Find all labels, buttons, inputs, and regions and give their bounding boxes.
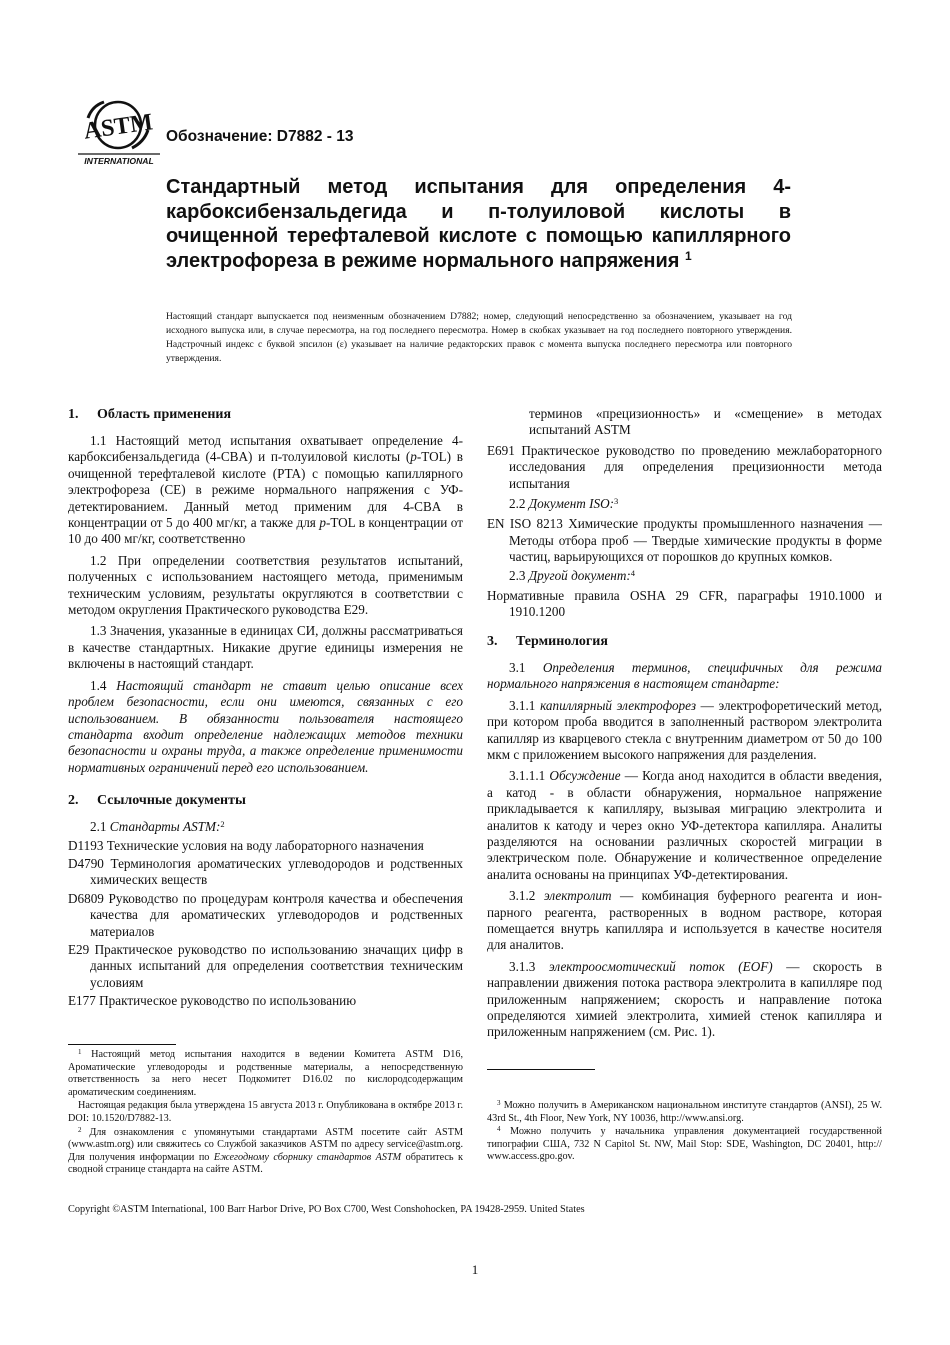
- section-1-heading: 1. Область применения: [68, 407, 232, 422]
- para-1-1: 1.1 Настоящий метод испытания охватывает определение 4-карбоксибензальдегида (4-CBA) и п-толуиловой кислоты (p-TOL) в очищенной терефталевой кислоте (PTA) с помощью капиллярного электрофореза (CE) в режиме нормального напряжения с УФ-детектированием. Данный метод применим для 4-CBA в концентрации от 5 до 400 мг/кг, а также для p-TOL в концентрации от 10 до 400 мг/кг, соответственно: [68, 433, 463, 547]
- footnotes-left: [68, 1044, 463, 1178]
- section-3-heading: 3. Терминология: [487, 633, 608, 649]
- reference-item: D6809 Руководство по процедурам контроля качества и обеспечения качества для ароматических углеводородов и родственных материалов: [68, 890, 463, 939]
- designation: Обозначение: D7882 - 13: [166, 128, 354, 145]
- reference-item: E691 Практическое руководство по проведению межлабораторного исследования для определения прецизионности метода испытания: [487, 442, 882, 491]
- footnote-1: $^1$ Настоящий метод испытания находится в ведении Комитета ASTM D16, Ароматические углеводороды и родственные материалы, а непосредственную ответственность за него несет Подкомитет D16.02 по кислородсодержащим ароматическим соединениям.: [68, 1048, 463, 1098]
- para-3-1-2: 3.1.2 электролит — комбинация буферного реагента и ион-парного реагента, растворенных в водном растворе, которая помещается внутрь капилляра и используется в качестве носителя для аналитов.: [487, 888, 882, 953]
- title-text: Стандартный метод испытания для определения 4-карбоксибензальдегида и п-толуиловой кислоты в очищенной терефталевой кислоте с помощью капиллярного электрофореза в режиме нормального напряжения: [166, 176, 791, 272]
- astm-emblem-icon: [82, 102, 154, 148]
- para-1-3: 1.3 Значения, указанные в единицах СИ, должны рассматриваться в качестве стандартных. Никакие другие единицы измерения не включены в настоящий стандарт.: [68, 623, 463, 672]
- document-title: [166, 175, 791, 273]
- para-3-1-1: 3.1.1 капиллярный электрофорез — электрофоретический метод, при котором проба вводится в заполненный раствором электролита капилляр из кварцевого стекла с внутренним диаметром от 50 до 100 мкм с приложением высокого напряжения для разделения.: [487, 697, 883, 762]
- para-1-4: 1.4 Настоящий стандарт не ставит целью описание всех проблем безопасности, если они имеются, связанных с его использованием. В обязанности пользователя настоящего стандарта входит определение надлежащих методов техники безопасности и охраны труда, а также определение применимости нормативных ограничений перед его использованием.: [68, 677, 464, 775]
- reference-item: E177 Практическое руководство по использованию: [68, 993, 357, 1009]
- reference-item: D1193 Технические условия на воду лабораторного назначения: [68, 837, 424, 853]
- reference-item: D4790 Терминология ароматических углеводородов и родственных химических веществ: [68, 855, 463, 888]
- para-2-2: 2.2 Документ ISO:$^3$: [509, 496, 619, 512]
- left-column: [68, 406, 463, 1012]
- para-3-1-3: 3.1.3 электроосмотический поток (EOF) — скорость в направлении движения потока раствора электролита в капилляре под приложенным напряжением; скорость и направление потока определяются химией электролита, химией стенок капилляра и приложенным напряжением (см. Рис. 1).: [487, 958, 882, 1040]
- para-1-2: 1.2 При определении соответствия результатов испытаний, полученных с использованием настоящего метода, применимым техническим условиям, результаты округляются в соответствии с методом округления Практического руководства E29.: [68, 552, 463, 618]
- para-3-1: 3.1 Определения терминов, специфичных для режима нормального напряжения в настоящем стандарте:: [487, 659, 882, 692]
- para-2-1: 2.1 Стандарты ASTM:$^2$: [90, 819, 225, 835]
- footnote-2: $^2$ Для ознакомления с упомянутыми стандартами ASTM посетите сайт ASTM (www.astm.org) или свяжитесь со Службой заказчиков ASTM по адресу service@astm.org. Для получения информации по Ежегодному сборнику стандартов ASTM обратитесь к сводной странице стандарта на сайте ASTM.: [68, 1125, 464, 1176]
- reference-item: Нормативные правила OSHA 29 CFR, параграфы 1910.1000 и 1910.1200: [487, 588, 882, 620]
- section-2-heading: 2. Ссылочные документы: [68, 793, 246, 809]
- footnote-1-approval: Настоящая редакция была утверждена 15 августа 2013 г. Опубликована в октябре 2013 г. DOI: 10.1520/D7882-13.: [68, 1100, 463, 1124]
- astm-logo: [78, 96, 160, 168]
- svg-text:ASTM: ASTM: [82, 109, 155, 145]
- logo-caption: INTERNATIONAL: [84, 156, 154, 166]
- right-column: [487, 406, 882, 1046]
- reference-item: E29 Практическое руководство по использованию значащих цифр в данных испытаний для определения соответствия техническим условиям: [68, 941, 463, 990]
- para-2-3: 2.3 Другой документ:$^4$: [509, 567, 636, 583]
- copyright-notice: Copyright ©ASTM International, 100 Barr Harbor Drive, PO Box C700, West Conshohocken, PA 19428-2959. United States: [68, 1204, 585, 1215]
- reference-e177-continued: терминов «прецизионность» и «смещение» в методах испытаний ASTM: [529, 406, 882, 438]
- para-3-1-1-1: 3.1.1.1 Обсуждение — Когда анод находится в области введения, а катод - в области обнаружения, нормальное напряжение прикладывается к капилляру, вызывая миграцию электролита и аналитов к катоду и через окно УФ-детектора капилляра. Аналиты разделяются на основании различных скоростей миграции в электрическом поле. Обнаружение и количественное определение аналита основаны на принципах УФ-детектирования.: [487, 768, 882, 882]
- standard-notice: Настоящий стандарт выпускается под неизменным обозначением D7882; номер, следующий непосредственно за обозначением, указывает на год исходного выпуска или, в случае пересмотра, на год последнего пересмотра. Номер в скобках указывает на год последнего повторного утверждения. Надстрочный индекс с буквой эпсилон (ε) указывает на наличие редакторских правок с момента выпуска последнего пересмотра или повторного утверждения.: [166, 311, 792, 364]
- reference-item: EN ISO 8213 Химические продукты промышленного назначения — Методы отбора проб — Твердые химические продукты в форме частиц, варьирующихся от порошков до крупных комков.: [487, 516, 882, 565]
- footnote-3: $^3$ Можно получить в Американском национальном институте стандартов (ANSI), 25 W. 43rd St., 4th Floor, New York, NY 10036, http://www.ansi.org.: [487, 1099, 882, 1124]
- title-footnote-mark: 1: [684, 248, 692, 263]
- footnote-4: $^4$ Можно получить у начальника управления документацией государственной типографии США, 732 N Capitol St. NW, Mail Stop: SDE, Washington, DC 20401, http:// www.access.gpo.gov.: [487, 1125, 882, 1163]
- footnotes-right: [487, 1069, 882, 1165]
- page-number: 1: [471, 1262, 479, 1277]
